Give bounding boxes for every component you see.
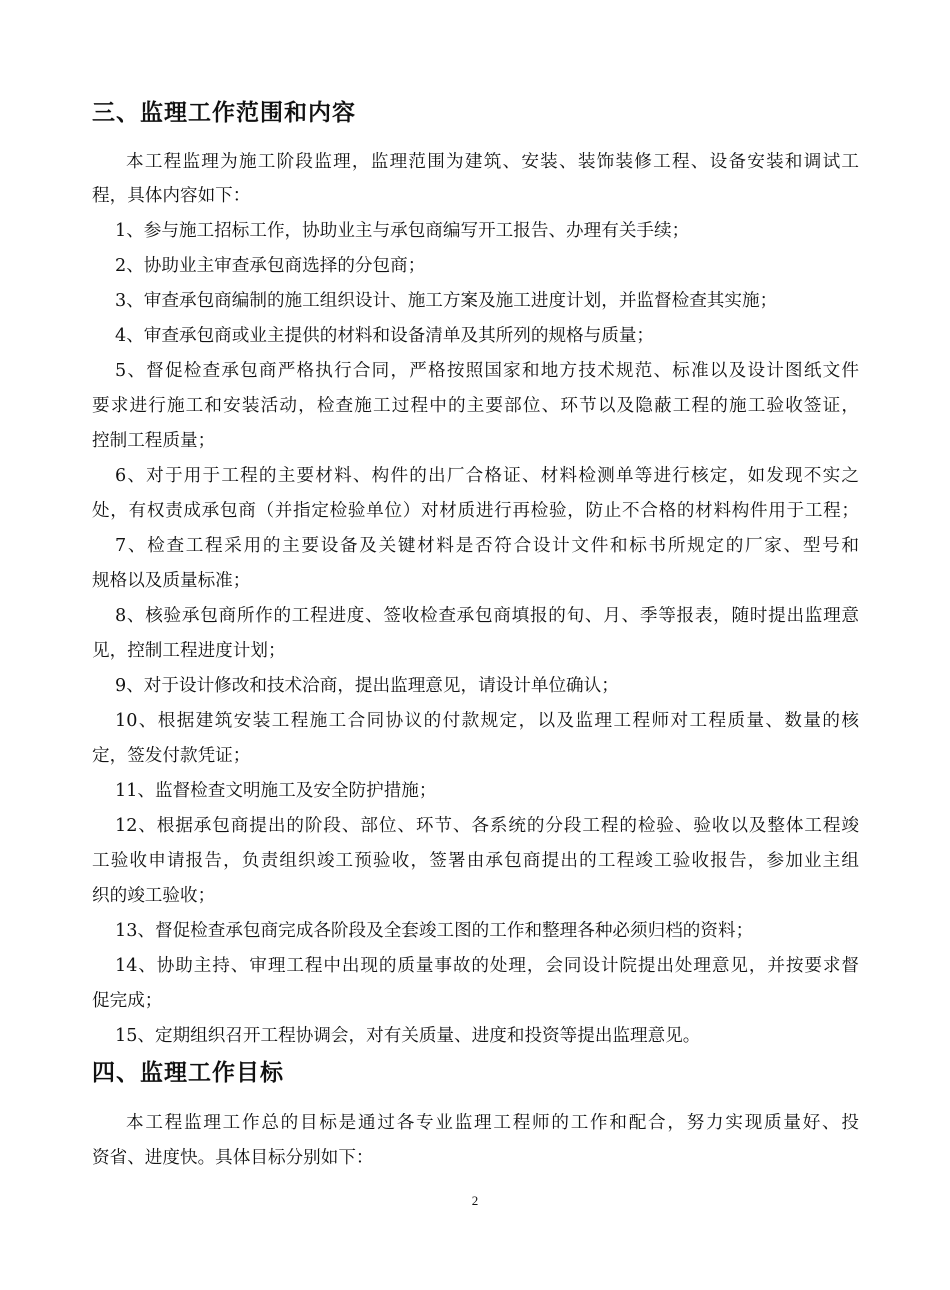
section-3-intro-line-1: 本工程监理为施工阶段监理，监理范围为建筑、安装、装饰装修工程、设备安装和调试工 xyxy=(126,152,859,172)
list-item-8-line-1: 8、核验承包商所作的工程进度、签收检查承包商填报的旬、月、季等报表，随时提出监理意 xyxy=(115,606,859,626)
list-item-9: 9、对于设计修改和技术洽商，提出监理意见，请设计单位确认； xyxy=(115,676,619,696)
list-item-5-line-2: 要求进行施工和安装活动，检查施工过程中的主要部位、环节以及隐蔽工程的施工验收签证， xyxy=(92,396,859,416)
list-item-7-line-1: 7、检查工程采用的主要设备及关键材料是否符合设计文件和标书所规定的厂家、型号和 xyxy=(115,536,859,556)
list-item-14-line-1: 14、协助主持、审理工程中出现的质量事故的处理，会同设计院提出处理意见，并按要求督 xyxy=(115,956,859,976)
section-4-intro-line-1: 本工程监理工作总的目标是通过各专业监理工程师的工作和配合，努力实现质量好、投 xyxy=(126,1113,859,1133)
list-item-3: 3、审查承包商编制的施工组织设计、施工方案及施工进度计划，并监督检查其实施； xyxy=(115,291,778,311)
section-4-heading: 四、监理工作目标 xyxy=(92,1060,284,1086)
list-item-11: 11、监督检查文明施工及安全防护措施； xyxy=(115,781,437,801)
list-item-8-line-2: 见，控制工程进度计划； xyxy=(92,641,286,661)
list-item-12-line-2: 工验收申请报告，负责组织竣工预验收，签署由承包商提出的工程竣工验收报告，参加业主组 xyxy=(92,851,859,871)
list-item-13: 13、督促检查承包商完成各阶段及全套竣工图的工作和整理各种必须归档的资料； xyxy=(115,921,754,941)
list-item-14-line-2: 促完成； xyxy=(92,991,163,1011)
list-item-7-line-2: 规格以及质量标准； xyxy=(92,571,251,591)
list-item-15: 15、定期组织召开工程协调会，对有关质量、进度和投资等提出监理意见。 xyxy=(115,1026,701,1046)
page-number: 2 xyxy=(471,1193,479,1208)
list-item-6-line-1: 6、对于用于工程的主要材料、构件的出厂合格证、材料检测单等进行核定，如发现不实之 xyxy=(115,466,859,486)
list-item-12-line-3: 织的竣工验收； xyxy=(92,886,216,906)
list-item-1: 1、参与施工招标工作，协助业主与承包商编写开工报告、办理有关手续； xyxy=(115,221,690,241)
section-4-intro-line-2: 资省、进度快。具体目标分别如下： xyxy=(92,1148,374,1168)
list-item-6-line-2: 处，有权责成承包商（并指定检验单位）对材质进行再检验，防止不合格的材料构件用于工程； xyxy=(92,501,859,521)
section-3-heading: 三、监理工作范围和内容 xyxy=(92,100,356,126)
list-item-12-line-1: 12、根据承包商提出的阶段、部位、环节、各系统的分段工程的检验、验收以及整体工程竣 xyxy=(115,816,859,836)
list-item-10-line-1: 10、根据建筑安装工程施工合同协议的付款规定，以及监理工程师对工程质量、数量的核 xyxy=(115,711,859,731)
list-item-5-line-1: 5、督促检查承包商严格执行合同，严格按照国家和地方技术规范、标准以及设计图纸文件 xyxy=(115,361,859,381)
list-item-10-line-2: 定，签发付款凭证； xyxy=(92,746,251,766)
list-item-5-line-3: 控制工程质量； xyxy=(92,431,216,451)
list-item-2: 2、协助业主审查承包商选择的分包商； xyxy=(115,256,426,276)
list-item-4: 4、审查承包商或业主提供的材料和设备清单及其所列的规格与质量； xyxy=(115,326,655,346)
section-3-intro-line-2: 程，具体内容如下： xyxy=(92,186,251,206)
